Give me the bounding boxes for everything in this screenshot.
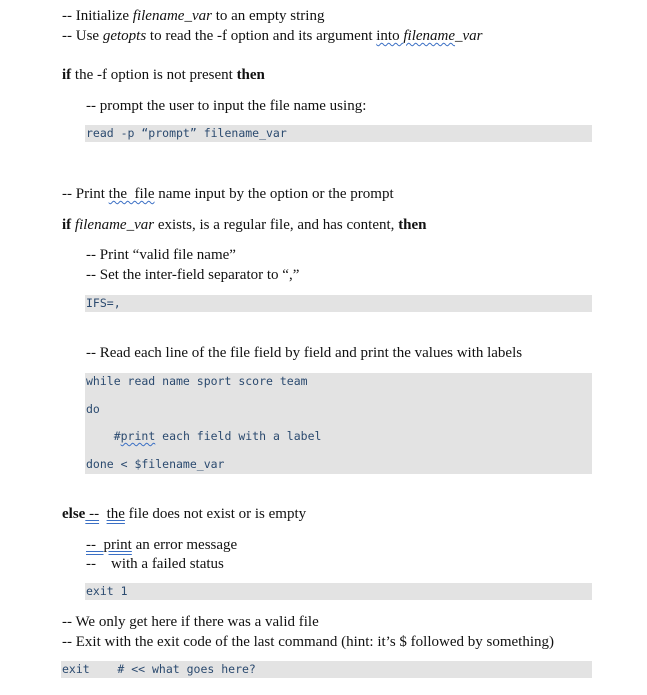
grammar-flag: -- bbox=[85, 506, 100, 522]
code-text: each field with a label bbox=[155, 429, 322, 443]
code-ifs: IFS=, bbox=[85, 295, 592, 312]
code-read-prompt: read -p “prompt” filename_var bbox=[85, 125, 592, 142]
variable-suffix: _var bbox=[455, 28, 483, 44]
text: -- Use bbox=[62, 28, 103, 44]
comment-valid-file: -- We only get here if there was a valid file bbox=[62, 614, 319, 630]
code-exit-1: exit 1 bbox=[85, 583, 592, 600]
comment-exit-code: -- Exit with the exit code of the last command (hint: it’s $ followed by something) bbox=[62, 634, 554, 650]
variable-name: filename_var bbox=[71, 217, 155, 233]
grammar-flag: print bbox=[103, 537, 132, 553]
keyword-if: if bbox=[62, 67, 72, 83]
condition-text: exists, is a regular file, and has content, bbox=[154, 217, 399, 233]
code-while-read: while read name sport score team bbox=[86, 374, 308, 388]
keyword-else: else bbox=[62, 506, 86, 522]
keyword-then: then bbox=[236, 67, 265, 83]
keyword-if: if bbox=[62, 217, 72, 233]
grammar-flag: the file bbox=[108, 186, 155, 202]
grammar-flag: -- bbox=[86, 537, 96, 553]
else-file-missing bbox=[62, 505, 306, 523]
comment-print-error bbox=[86, 536, 237, 554]
text: an error message bbox=[131, 537, 238, 553]
comment-print-valid: -- Print “valid file name” bbox=[86, 247, 236, 263]
grammar-flag: into bbox=[376, 28, 404, 44]
if-file-valid bbox=[62, 216, 427, 234]
comment-failed-status: -- with a failed status bbox=[86, 556, 224, 572]
text: file does not exist or is empty bbox=[124, 506, 307, 522]
grammar-flag bbox=[96, 537, 104, 553]
code-print-comment bbox=[85, 428, 592, 445]
comment-initialize bbox=[62, 7, 324, 25]
command-name: getopts bbox=[102, 28, 147, 44]
comment-print-file-name bbox=[62, 185, 394, 203]
text: -- Initialize bbox=[62, 8, 133, 24]
grammar-flag: the bbox=[106, 506, 125, 522]
text: -- Print bbox=[62, 186, 109, 202]
grammar-flag: print bbox=[120, 429, 156, 443]
code-done: done < $filename_var bbox=[86, 457, 225, 471]
variable-name: filename bbox=[403, 28, 456, 44]
variable-name: filename_var bbox=[132, 8, 212, 24]
code-hash: # bbox=[86, 429, 121, 443]
condition-text: the -f option is not present bbox=[71, 67, 237, 83]
text: to read the -f option and its argument bbox=[146, 28, 377, 44]
text: to an empty string bbox=[211, 8, 325, 24]
keyword-then: then bbox=[398, 217, 427, 233]
comment-set-ifs: -- Set the inter-field separator to “,” bbox=[86, 267, 300, 283]
text: name input by the option or the prompt bbox=[154, 186, 394, 202]
if-option-not-present bbox=[62, 66, 265, 84]
code-do: do bbox=[86, 402, 100, 416]
spacer bbox=[99, 506, 107, 522]
comment-use-getopts bbox=[62, 27, 483, 45]
comment-prompt-user: -- prompt the user to input the file name using: bbox=[86, 98, 367, 114]
code-exit-final: exit # << what goes here? bbox=[61, 661, 592, 678]
comment-read-each-line: -- Read each line of the file field by field and print the values with labels bbox=[86, 345, 523, 361]
